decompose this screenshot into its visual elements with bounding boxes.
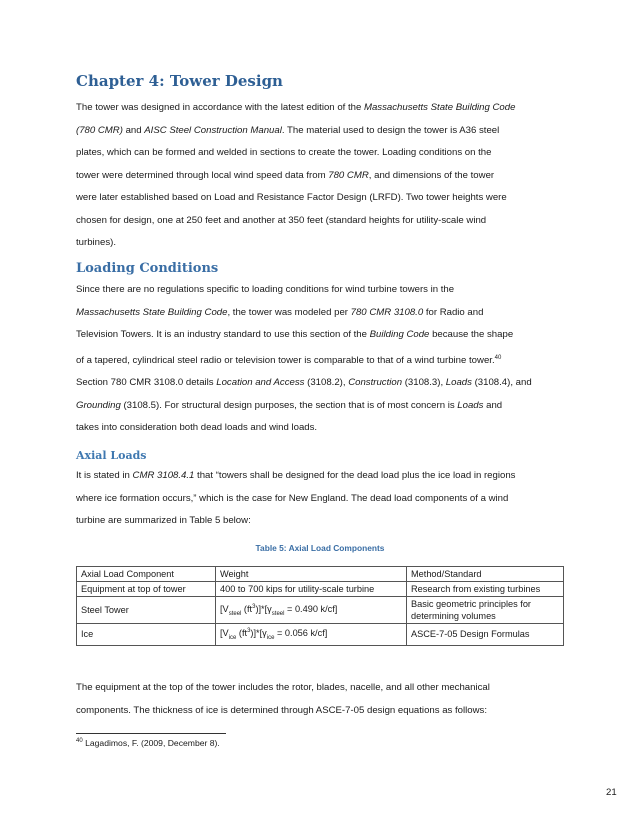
table-caption: Table 5: Axial Load Components xyxy=(255,543,385,553)
text-line: components. The thickness of ice is determined through ASCE-7-05 design equations as follows: xyxy=(76,704,487,716)
text-line: Section 780 CMR 3108.0 details Location and Access (3108.2), Construction (3108.3), Loads (3108.4), and xyxy=(76,377,532,388)
table-cell-weight: [$V_{steel}$ $(ft^3)]*[\gamma_{steel} = 0.490$ k/cf] xyxy=(216,597,407,624)
footnote-text: Lagadimos, F. (2009, December 8). xyxy=(82,738,220,748)
table-header-cell: Axial Load Component xyxy=(77,567,216,582)
table-cell-method: Basic geometric principles for determining volumes xyxy=(407,597,564,624)
text-line: takes into consideration both dead loads and wind loads. xyxy=(76,422,318,433)
text-line: tower were determined through local wind speed data from 780 CMR, and dimensions of the tower xyxy=(76,169,495,181)
table-row xyxy=(77,582,564,597)
footnote-marker: 40 xyxy=(76,738,83,745)
table-row xyxy=(77,624,564,646)
text-line: Television Towers. It is an industry standard to use this section of the Building Code because the shape xyxy=(76,329,514,340)
text-line: Massachusetts State Building Code, the tower was modeled per 780 CMR 3108.0 for Radio and xyxy=(76,306,484,318)
text-line: turbine are summarized in Table 5 below: xyxy=(76,515,251,526)
table-cell-method: ASCE-7-05 Design Formulas xyxy=(407,624,564,646)
table-cell-component: Steel Tower xyxy=(77,597,216,624)
table-cell-component: Equipment at top of tower xyxy=(77,582,216,597)
axial-load-table xyxy=(76,566,564,646)
text-line: chosen for design, one at 250 feet and another at 350 feet (standard heights for utility-scale wind xyxy=(76,214,487,226)
table-header-cell: Weight xyxy=(216,567,407,582)
axial-loads-heading: Axial Loads xyxy=(76,449,147,462)
text-line: of a tapered, cylindrical steel radio or television tower is comparable to that of a wind turbine tower.$^{40}$ xyxy=(76,354,502,366)
text-line: where ice formation occurs,” which is the case for New England. The dead load components of a wind xyxy=(76,492,509,504)
footnote xyxy=(76,738,220,748)
chapter-heading: Chapter 4: Tower Design xyxy=(76,72,283,90)
loading-paragraph xyxy=(76,279,564,372)
intro-paragraph xyxy=(76,97,564,255)
footnote-divider xyxy=(76,733,226,734)
text-line: were later established based on Load and Resistance Factor Design (LRFD). Two tower heights were xyxy=(76,192,507,203)
text-line: Since there are no regulations specific to loading conditions for wind turbine towers in the xyxy=(76,284,455,295)
text-line: It is stated in CMR 3108.4.1 that “towers shall be designed for the dead load plus the ice load in regions xyxy=(76,470,516,481)
table-cell-method: Research from existing turbines xyxy=(407,582,564,597)
text-line: turbines). xyxy=(76,237,116,248)
table-header-cell: Method/Standard xyxy=(407,567,564,582)
closing-paragraph xyxy=(76,677,564,722)
table-cell-weight: [$V_{ice}$ $(ft^3)]*[\gamma_{ice} = 0.056$ k/cf] xyxy=(216,624,407,646)
text-line: The tower was designed in accordance with the latest edition of the Massachusetts State Building Code xyxy=(76,102,516,113)
text-line: (780 CMR) and AISC Steel Construction Manual. The material used to design the tower is A36 steel xyxy=(76,124,500,136)
table-row xyxy=(77,597,564,624)
section-paragraph xyxy=(76,372,564,440)
table-cell-weight: 400 to 700 kips for utility-scale turbine xyxy=(216,582,407,597)
table-cell-component: Ice xyxy=(77,624,216,646)
text-line: The equipment at the top of the tower includes the rotor, blades, nacelle, and all other mechanical xyxy=(76,682,490,693)
page-number: 21 xyxy=(606,787,617,798)
loading-conditions-heading: Loading Conditions xyxy=(76,261,219,276)
table-header-row xyxy=(77,567,564,582)
text-line: Grounding (3108.5). For structural design purposes, the section that is of most concern is Loads and xyxy=(76,399,503,411)
axial-paragraph xyxy=(76,465,564,533)
text-line: plates, which can be formed and welded in sections to create the tower. Loading conditions on the xyxy=(76,147,492,158)
